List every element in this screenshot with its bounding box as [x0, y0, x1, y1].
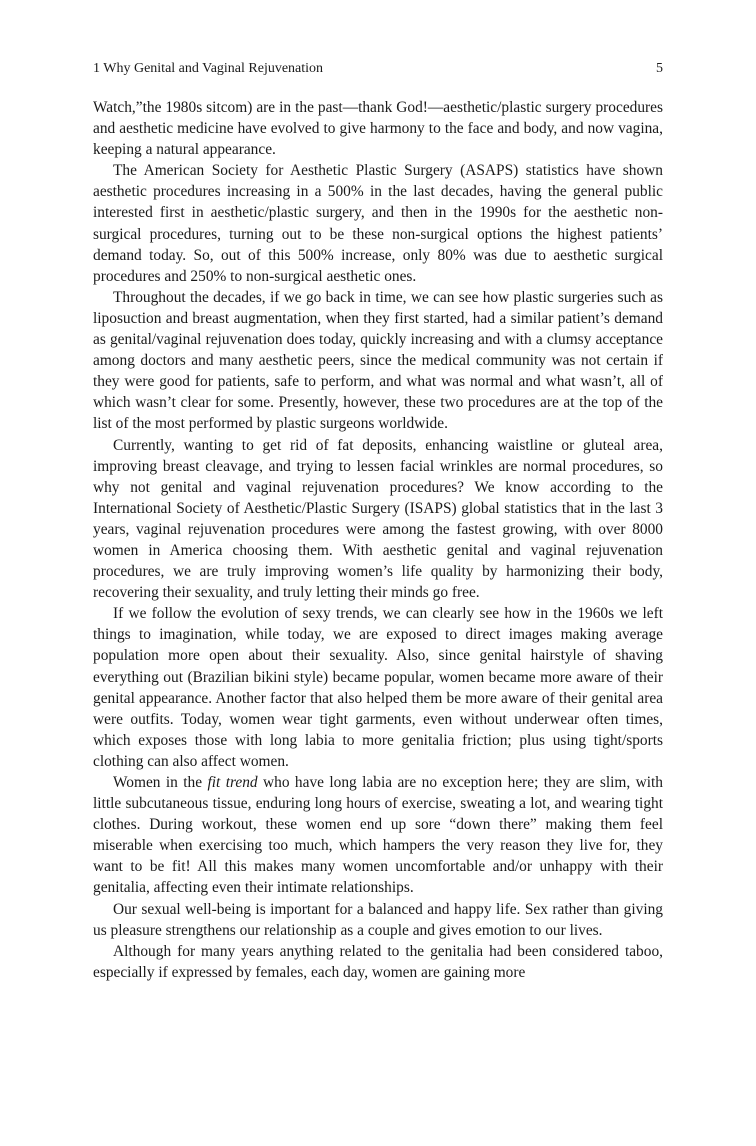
fit-trend-rest: who have long labia are no exception here; they are slim, with little subcutaneous tissue, enduring long hours of exercise, sweating a lot, and wearing tight clothes. During workout, these women end up sore “down there” making them feel miserable when exercising too much, which hampers the very reason they live for, they want to be fit! All this makes many women uncomfortable and/or unhappy with their genitalia, affecting even their intimate relationships. [93, 774, 664, 897]
fit-trend-lead: Women in the [113, 774, 208, 791]
paragraph-decades: Throughout the decades, if we go back in time, we can see how plastic surgeries such as liposuction and breast augmentation, when they first started, had a similar patient’s demand as genital/vaginal rejuvenation does today, quickly increasing and with a clumsy acceptance among doctors and many aesthetic peers, since the medical community was not certain if they were good for patients, safe to perform, and what was normal and what wasn’t, all of which wasn’t clear for some. Presently, however, these two procedures are at the top of the list of the most performed by plastic surgeons worldwide. [93, 288, 663, 433]
paragraph-continued: Watch,”the 1980s sitcom) are in the past—thank God!—aesthetic/plastic surgery procedures and aesthetic medicine have evolved to give harmony to the face and body, and now vagina, keeping a natural appearance. [93, 99, 663, 159]
chapter-title: 1 Why Genital and Vaginal Rejuvenation [93, 61, 324, 76]
fit-trend-term: fit trend [207, 774, 258, 791]
paragraph-asaps: The American Society for Aesthetic Plastic Surgery (ASAPS) statistics have shown aesthetic procedures increasing in a 500% in the last decades, having the general public interested first in aesthetic/plastic surgery, and then in the 1990s for the aesthetic non-surgical procedures, turning out to be these non-surgical options the highest patients’ demand today. So, out of this 500% increase, only 80% was due to aesthetic surgical procedures and 250% to non-surgical aesthetic ones. [93, 162, 663, 285]
paragraph-sexy-trends: If we follow the evolution of sexy trends, we can clearly see how in the 1960s we left things to imagination, while today, we are exposed to direct images making average population more open about their sexuality. Also, since genital hairstyle of shaving everything out (Brazilian bikini style) became popular, women became more aware of their genital appearance. Another factor that also helped them be more aware of their genital area were outfits. Today, women wear tight garments, even without underwear often times, which exposes those with long labia to more genitalia friction; plus using tight/sports clothing can also affect women. [93, 605, 663, 770]
paragraph-currently: Currently, wanting to get rid of fat deposits, enhancing waistline or gluteal area, improving breast cleavage, and trying to lessen facial wrinkles are normal procedures, so why not genital and vaginal rejuvenation procedures? We know according to the International Society of Aesthetic/Plastic Surgery (ISAPS) global statistics that in the last 3 years, vaginal rejuvenation procedures were among the fastest growing, with over 8000 women in America choosing them. With aesthetic genital and vaginal rejuvenation procedures, we are truly improving women’s life quality by harmonizing their body, recovering their sexuality, and truly letting their minds go free. [93, 436, 663, 602]
page-number: 5 [656, 61, 663, 76]
body-text [93, 97, 663, 983]
paragraph-taboo: Although for many years anything related to the genitalia had been considered taboo, especially if expressed by females, each day, women are gaining more [93, 942, 663, 981]
paragraph-fit-trend [93, 772, 663, 899]
paragraph-sexual-wellbeing: Our sexual well-being is important for a balanced and happy life. Sex rather than giving us pleasure strengthens our relationship as a couple and gives emotion to our lives. [93, 900, 663, 939]
